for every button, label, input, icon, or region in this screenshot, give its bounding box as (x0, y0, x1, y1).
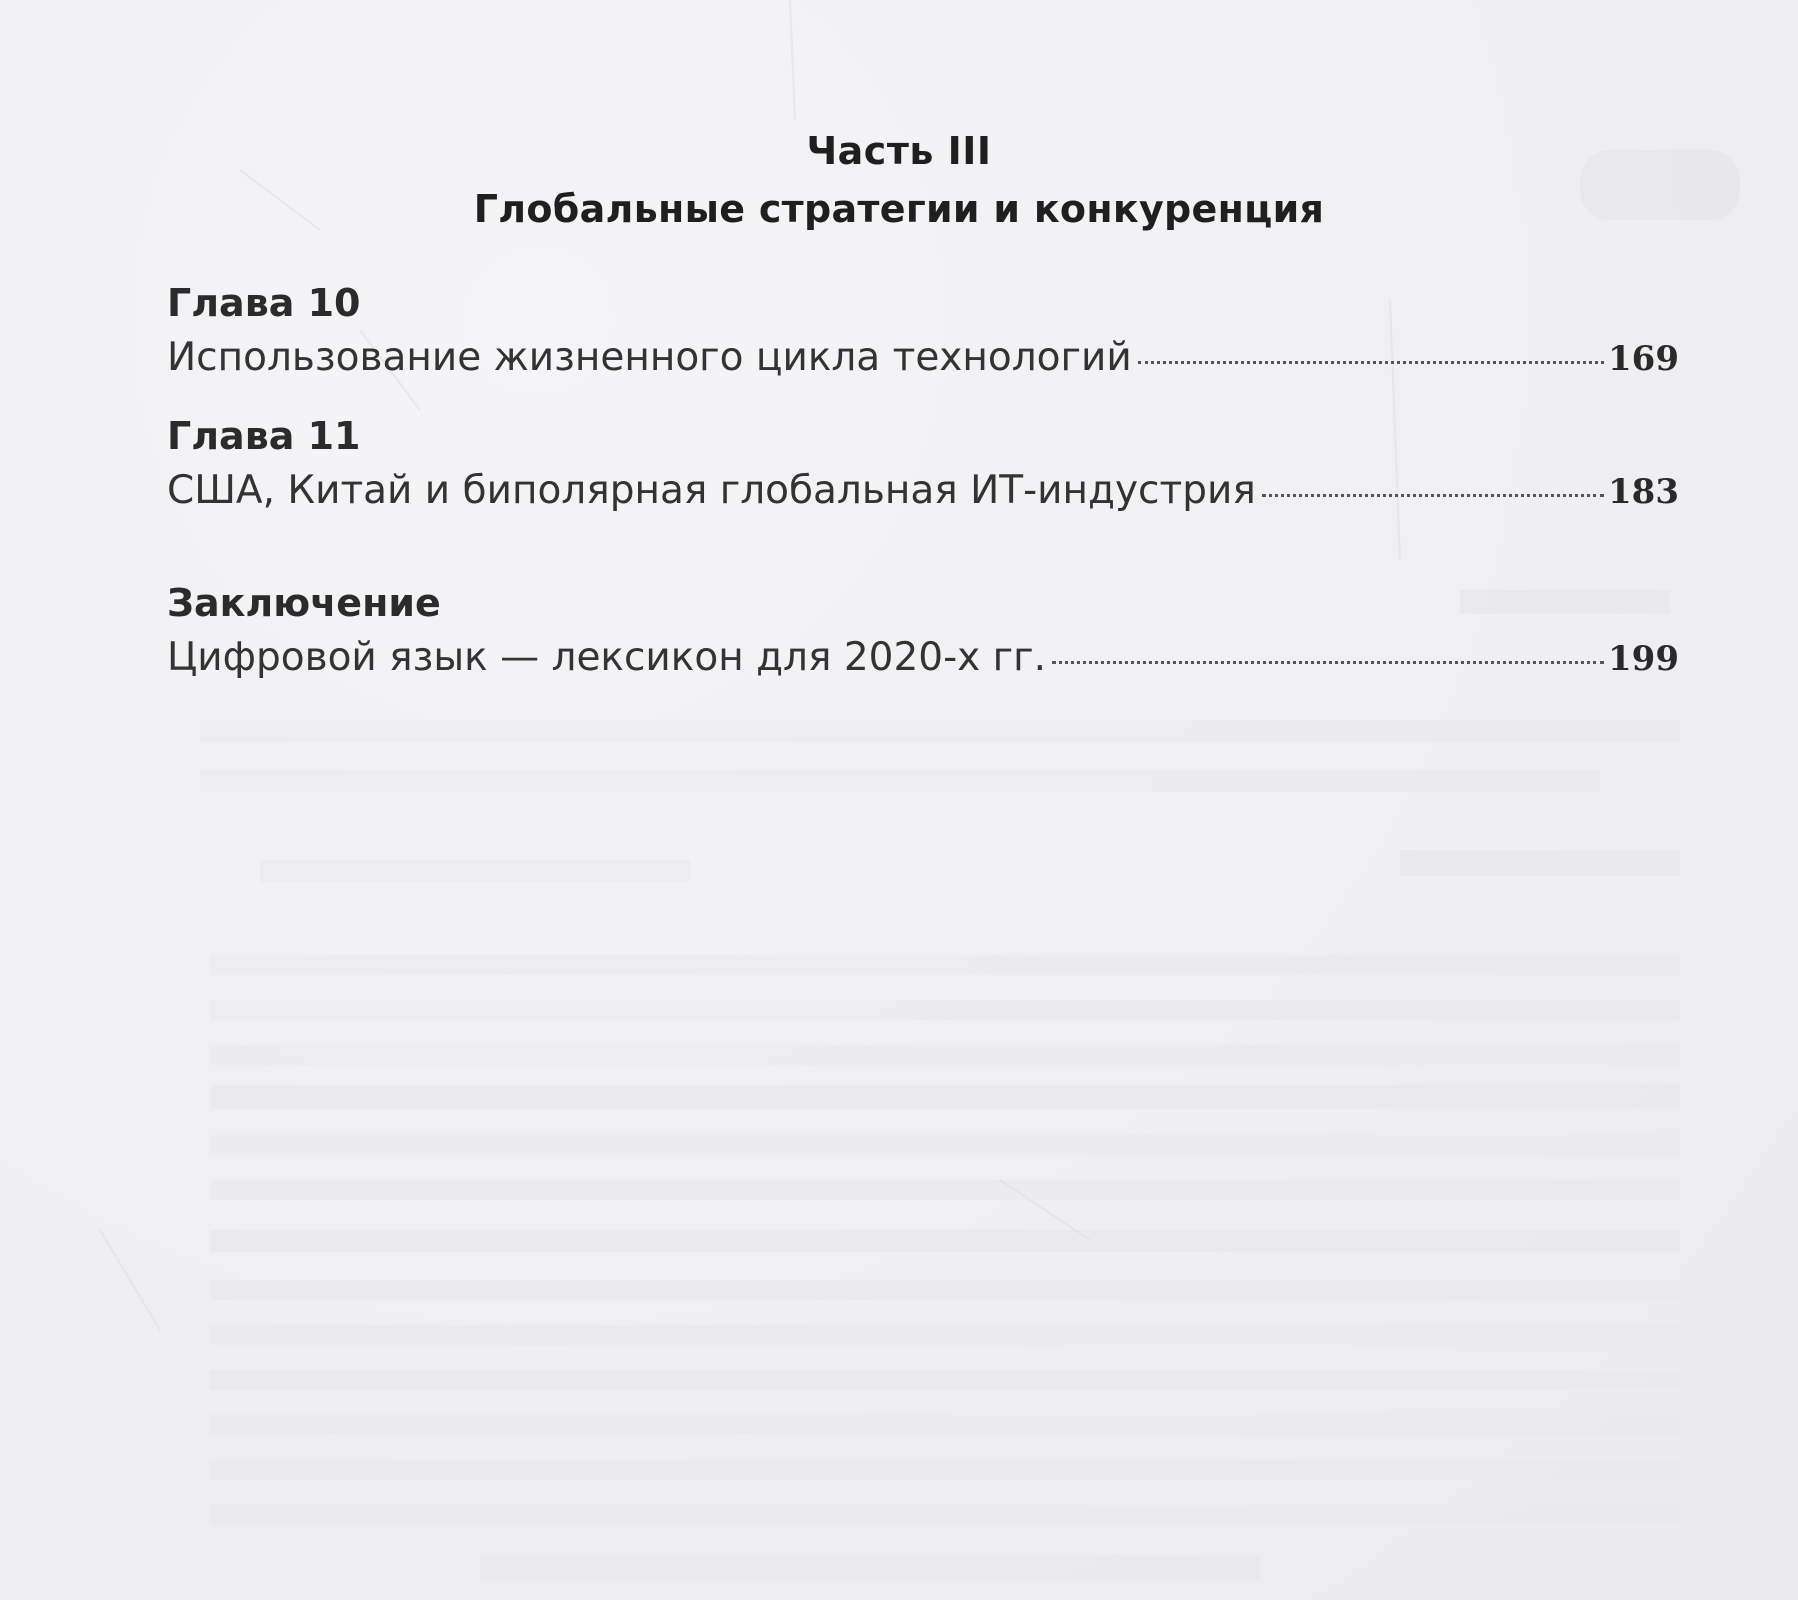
part-title: Глобальные стратегии и конкуренция (473, 187, 1325, 231)
page-number: 199 (1608, 639, 1679, 679)
page-number: 169 (1608, 339, 1679, 379)
dot-leader (1262, 494, 1604, 497)
part-number: Часть III (806, 129, 992, 173)
part-heading (0, 122, 1798, 238)
chapter-title: Цифровой язык — лексикон для 2020-х гг. (167, 635, 1047, 680)
toc-entry-chapter-10[interactable] (167, 277, 1679, 388)
chapter-label: Глава 11 (167, 414, 361, 458)
chapter-label: Заключение (167, 581, 441, 625)
toc-line (167, 629, 1679, 688)
toc-line (167, 329, 1679, 388)
toc-line (167, 462, 1679, 521)
dot-leader (1052, 661, 1604, 664)
page-number: 183 (1608, 472, 1679, 512)
chapter-title: Использование жизненного цикла технологий (167, 335, 1132, 380)
dot-leader (1138, 361, 1604, 364)
toc-entry-chapter-11[interactable] (167, 410, 1679, 521)
chapter-title: США, Китай и биполярная глобальная ИТ-индустрия (167, 468, 1256, 513)
chapter-label: Глава 10 (167, 281, 361, 325)
toc-entry-conclusion[interactable] (167, 577, 1679, 688)
